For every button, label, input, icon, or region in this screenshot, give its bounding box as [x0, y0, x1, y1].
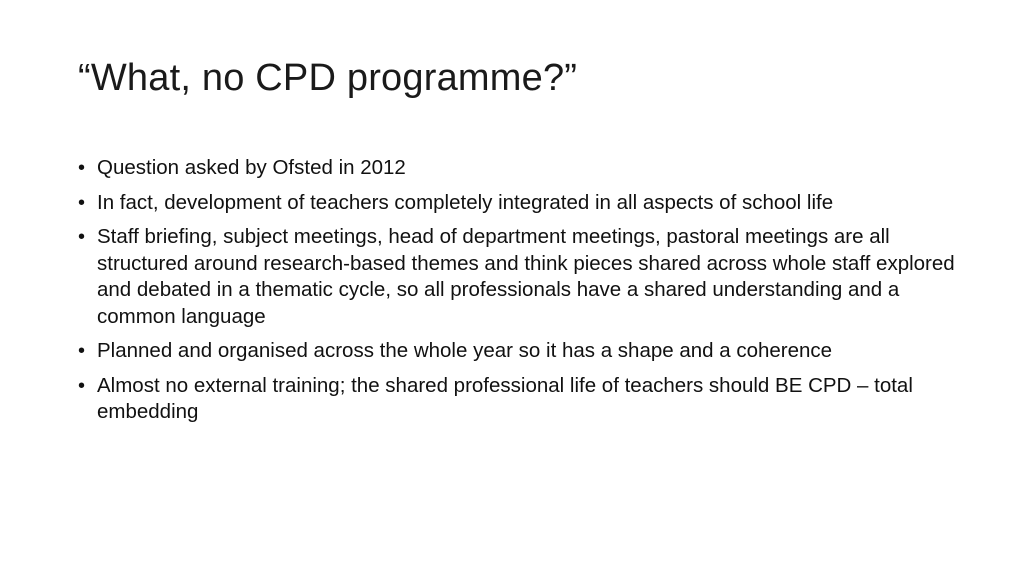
bullet-text: Question asked by Ofsted in 2012 [97, 156, 406, 179]
bullet-icon: • [78, 157, 86, 179]
bullet-text: Almost no external training; the shared professional life of teachers should BE CPD – total embedding [97, 373, 913, 423]
bullet-item-staff-meetings [78, 224, 958, 330]
bullet-item-no-external-training [78, 373, 958, 426]
bullet-text: Staff briefing, subject meetings, head of department meetings, pastoral meetings are all structured around research-based themes and think pieces shared across whole staff explored and debated in a thematic cycle, so all professionals have a shared understanding and a common language [97, 225, 955, 328]
bullet-item-ofsted-question [78, 155, 958, 182]
bullet-icon: • [78, 374, 86, 397]
bullet-icon: • [78, 191, 86, 214]
bullet-icon: • [78, 226, 86, 248]
bullet-item-development-integrated [78, 190, 958, 217]
slide-title: “What, no CPD programme?” [78, 57, 578, 99]
bullet-text: Planned and organised across the whole year so it has a shape and a coherence [97, 339, 833, 362]
bullet-item-planned-year [78, 338, 958, 365]
bullet-icon: • [78, 340, 86, 362]
bullet-list [78, 155, 958, 434]
bullet-text: In fact, development of teachers completely integrated in all aspects of school life [97, 190, 834, 214]
